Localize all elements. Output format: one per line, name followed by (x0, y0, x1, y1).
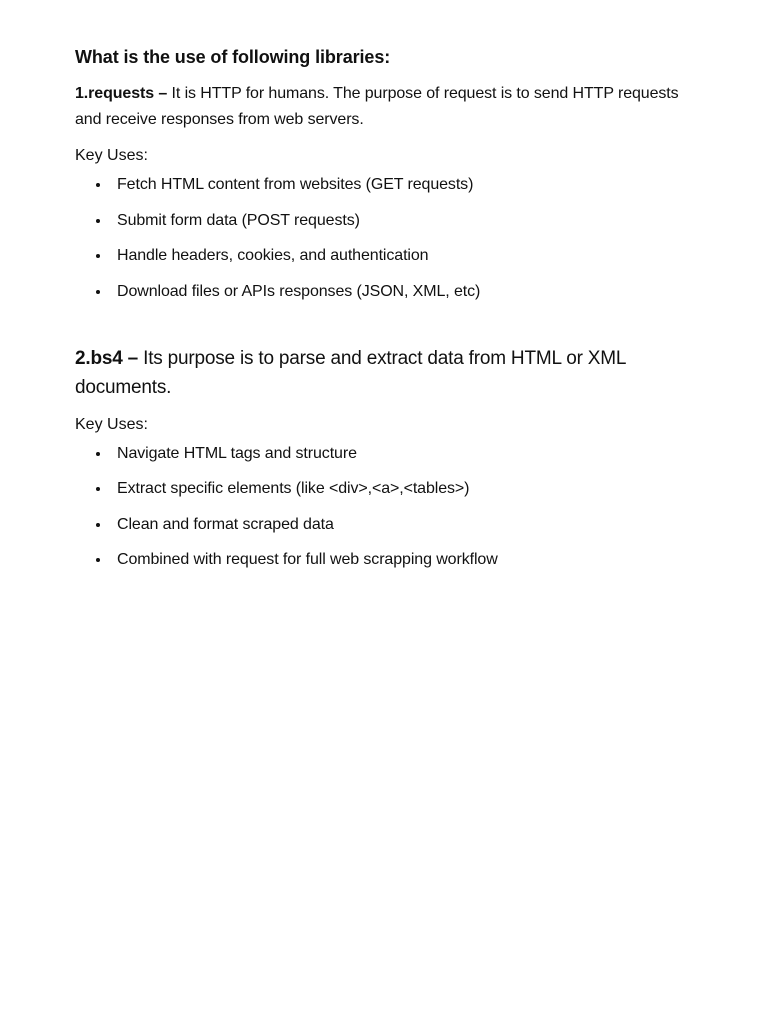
list-item-text: Submit form data (POST requests) (117, 211, 360, 229)
bullet-icon (96, 558, 100, 562)
requests-key-uses-label: Key Uses: (75, 147, 148, 164)
list-item-text: Navigate HTML tags and structure (117, 444, 357, 462)
section-requests (75, 81, 695, 303)
section-bs4 (75, 344, 695, 572)
list-item-text: Clean and format scraped data (117, 515, 334, 533)
list-item (75, 245, 695, 267)
list-item (75, 514, 695, 536)
list-item-text: Fetch HTML content from websites (GET requests) (117, 176, 474, 193)
list-item-text: Download files or APIs responses (JSON, XML, etc) (117, 282, 481, 300)
bullet-icon (96, 523, 100, 527)
list-item-text: Handle headers, cookies, and authentication (117, 247, 429, 264)
bullet-icon (96, 452, 100, 456)
bs4-key-uses-label: Key Uses: (75, 415, 148, 433)
bs4-description (75, 344, 695, 402)
requests-description (75, 81, 695, 133)
list-item (75, 443, 695, 465)
bullet-icon (96, 290, 100, 294)
requests-heading: 1.requests – (75, 85, 168, 102)
list-item-text: Combined with request for full web scrapping workflow (117, 551, 498, 568)
list-item (75, 478, 695, 500)
list-item (75, 174, 695, 196)
bullet-icon (96, 487, 100, 491)
bs4-heading: 2.bs4 – (75, 347, 139, 369)
requests-key-uses-list (75, 174, 695, 303)
bullet-icon (96, 219, 100, 223)
requests-description-text: It is HTTP for humans. The purpose of request is to send HTTP requests and receive responses from web servers. (75, 85, 679, 128)
bs4-key-uses-list (75, 443, 695, 572)
list-item (75, 281, 695, 303)
document-content (75, 44, 695, 585)
bullet-icon (96, 254, 100, 258)
page-title: What is the use of following libraries: (75, 47, 391, 67)
list-item (75, 549, 695, 571)
bs4-description-text: Its purpose is to parse and extract data from HTML or XML documents. (75, 347, 626, 398)
list-item-text: Extract specific elements (like <div>,<a>,<tables>) (117, 480, 470, 497)
list-item (75, 210, 695, 232)
bullet-icon (96, 183, 100, 187)
